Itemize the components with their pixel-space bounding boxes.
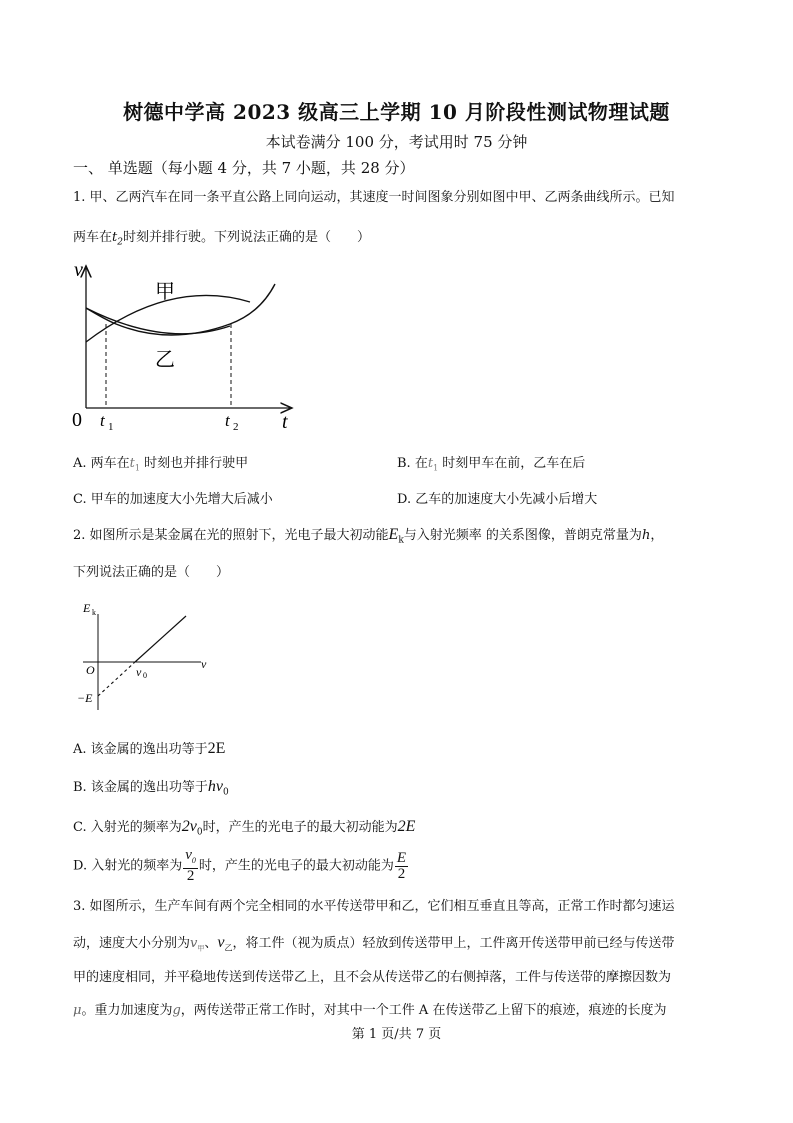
q1-option-b[interactable] (397, 452, 585, 473)
q3-stem-line4 (73, 999, 666, 1018)
q3-v1-var: v (190, 936, 198, 951)
q1-option-b-text-2: 时刻甲车在前，乙车在后 (438, 456, 586, 471)
q1-vt-graph (70, 258, 300, 436)
q1-stem-text: 两车在 (73, 230, 113, 245)
q1-stem-line1: 1. 甲、乙两汽车在同一条平直公路上同向运动，其速度一时间图象分别如图中甲、乙两条曲线所示。已知 (73, 190, 675, 205)
q1-t2-label: t (225, 411, 230, 430)
q1-option-a-sub: 1 (134, 463, 140, 473)
q2-option-c-text: C. 入射光的频率为 (73, 820, 182, 835)
q2-option-d-den1: 2 (186, 868, 195, 884)
q1-t2-sub: 2 (117, 237, 123, 248)
q2-ek-graph (73, 598, 223, 718)
q1-option-c[interactable]: C. 甲车的加速度大小先增大后减小 (73, 492, 273, 507)
q2-nu0-label: ν (136, 665, 142, 679)
q2-y-sub: k (92, 608, 96, 617)
q3-sep: 、 (204, 936, 218, 951)
q2-option-d-text-2: 时，产生的光电子的最大初动能为 (198, 858, 394, 874)
q2-option-a[interactable] (73, 738, 225, 758)
q2-option-c-sub1: 0 (196, 827, 203, 838)
q2-stem-text-2: 与入射光频率 的关系图像，普朗克常量为 (403, 528, 642, 543)
q3-stem-text: 动，速度大小分别为 (73, 936, 191, 951)
q1-option-b-var: t (427, 456, 434, 471)
q2-option-d-den2: 2 (397, 865, 406, 882)
q2-option-b-text: B. 该金属的逸出功等于 (73, 780, 208, 795)
q1-option-a-var: t (129, 456, 135, 471)
q2-option-a-text: A. 该金属的逸出功等于 (73, 742, 208, 757)
q2-stem-line2: 下列说法正确的是（ ） (73, 565, 230, 580)
q2-option-c-text-2: 时，产生的光电子的最大初动能为 (202, 820, 398, 835)
q2-solid-line (135, 616, 186, 662)
q2-option-b-sub: 0 (222, 787, 229, 798)
q3-v1-sub: 甲 (197, 944, 205, 953)
q1-option-d[interactable]: D. 乙车的加速度大小先减小后增大 (397, 492, 598, 507)
q2-stem-text-3: ， (650, 528, 664, 543)
q2-option-d-text: D. 入射光的频率为 (73, 858, 183, 874)
q1-option-a-text: A. 两车在 (73, 456, 130, 471)
q1-t1-label: t (100, 411, 105, 430)
q1-origin-label: 0 (72, 409, 82, 431)
q3-stem-line3: 甲的速度相同，并平稳地传送到传送带乙上，且不会从传送带乙的右侧掉落，工件与传送带的摩擦因数为 (73, 970, 672, 985)
q1-y-label: v (74, 259, 83, 281)
q1-t1-sub: 1 (108, 421, 114, 433)
q2-option-d[interactable] (73, 848, 409, 884)
q2-option-d-frac2 (395, 851, 408, 882)
q1-option-b-text: B. 在 (397, 456, 428, 471)
q2-option-d-num1: ν (185, 847, 192, 863)
q3-v2-var: v (217, 934, 225, 951)
page-footer: 第 1 页/共 7 页 (351, 1027, 442, 1042)
q1-curve-jia-hidden (86, 301, 260, 350)
q2-y-label: E (83, 601, 91, 615)
q2-option-b[interactable] (73, 776, 229, 798)
q1-stem-line2 (73, 226, 370, 248)
q2-origin-label: O (86, 663, 95, 677)
q3-v2-sub: 乙 (224, 943, 233, 953)
q2-x-label: ν (201, 657, 207, 671)
q1-stem-text-2: 时刻并排行驶。下列说法正确的是（ ） (122, 230, 370, 245)
page-title: 树德中学高 2023 级高三上学期 10 月阶段性测试物理试题 (123, 100, 670, 124)
q2-nu0-sub: 0 (143, 671, 147, 680)
q2-stem-text: 2. 如图所示是某金属在光的照射下，光电子最大初动能 (73, 528, 389, 543)
q2-dashed-line (98, 662, 135, 696)
q3-mu-var: μ (73, 1003, 82, 1018)
q1-jia-label: 甲 (155, 281, 175, 303)
q2-option-c-math2: 2E (397, 818, 416, 835)
q1-t2-var: t (112, 230, 118, 245)
q1-option-b-sub: 1 (433, 463, 439, 473)
q2-option-d-frac1 (183, 848, 198, 884)
q1-t2-sub-label: 2 (233, 421, 239, 433)
q2-h-var: h (641, 528, 651, 543)
q2-option-c[interactable] (73, 816, 415, 838)
q2-ek-var: E (388, 526, 399, 543)
q1-option-a[interactable] (73, 452, 248, 473)
q2-option-d-num2: E (396, 849, 407, 866)
q1-yi-label: 乙 (155, 349, 175, 371)
q3-stem-text-3: 。重力加速度为 (81, 1003, 173, 1018)
q2-ek-sub: k (398, 535, 404, 546)
exam-info: 本试卷满分 100 分，考试用时 75 分钟 (265, 133, 528, 151)
q3-g-var: g (172, 1003, 181, 1018)
section-heading: 一、 单选题（每小题 4 分，共 7 小题，共 28 分） (73, 159, 415, 177)
q2-option-b-math: hν (207, 778, 223, 795)
q3-stem-line2 (73, 932, 675, 954)
q1-x-label: t (282, 411, 288, 433)
q3-stem-text-4: ，两传送带正常工作时，对其中一个工件 A 在传送带乙上留下的痕迹，痕迹的长度为 (180, 1003, 667, 1018)
q1-option-a-text-2: 时刻也并排行驶甲 (139, 456, 249, 471)
q1-curve-yi (86, 284, 275, 335)
q2-option-c-math1: 2ν (181, 818, 197, 835)
q3-stem-text-2: ，将工件（视为质点）轻放到传送带甲上，工件离开传送带甲前已经与传送带 (232, 936, 675, 951)
q2-stem-line1 (73, 524, 663, 546)
q2-intercept-label: −E (77, 691, 93, 705)
q2-option-a-math: 2E (207, 740, 226, 757)
q3-stem-line1: 3. 如图所示，生产车间有两个完全相同的水平传送带甲和乙，它们相互垂直且等高，正常工作时都匀速运 (73, 899, 675, 914)
q2-option-d-num1-sub: 0 (191, 856, 196, 865)
